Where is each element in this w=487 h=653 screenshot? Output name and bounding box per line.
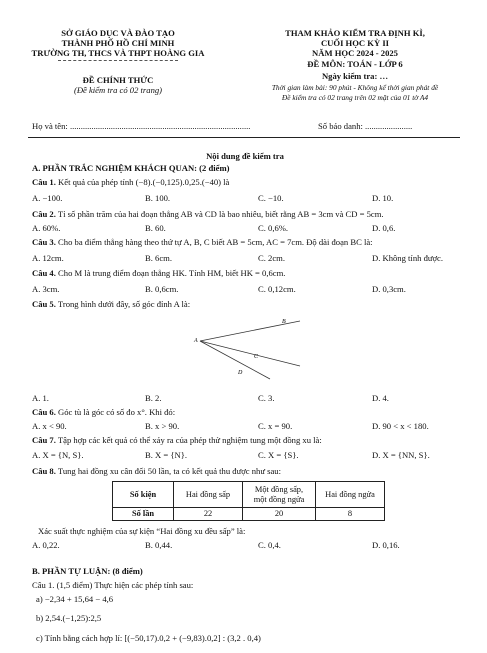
question-number: Câu 7. — [32, 435, 56, 445]
q8-option-c: C. 0,4. — [258, 540, 281, 550]
left-pages-note: (Đề kiểm tra có 02 trang) — [73, 85, 163, 95]
q4-option-d: D. 0,3cm. — [372, 284, 406, 294]
question-3 — [32, 237, 373, 247]
question-text: Góc tù là góc có số đo x°. Khi đó: — [58, 407, 176, 417]
official-label: ĐỀ CHÍNH THỨC — [82, 75, 154, 85]
table-cell: 8 — [316, 508, 385, 521]
question-number: Câu 5. — [32, 299, 56, 309]
label-c: C — [254, 354, 259, 360]
school-year: NĂM HỌC 2024 - 2025 — [312, 48, 398, 58]
essay-part-b: b) 2,54.(−1,25):2,5 — [36, 613, 102, 623]
q8-option-b: B. 0,44. — [145, 540, 173, 550]
q5-option-d: D. 4. — [372, 393, 389, 403]
school-name: TRƯỜNG TH, THCS VÀ THPT HOÀNG GIA — [31, 48, 205, 58]
table-header-cell: Hai đồng sấp — [174, 482, 243, 508]
q3-option-b: B. 6cm. — [145, 253, 172, 263]
q2-option-b: B. 60. — [145, 223, 166, 233]
table-cell: 20 — [243, 508, 316, 521]
label-d: D — [238, 370, 243, 376]
angle-figure — [190, 312, 310, 380]
exam-subject: ĐỀ MÔN: TOÁN - LỚP 6 — [307, 59, 403, 69]
q8-option-a: A. 0,22. — [32, 540, 60, 550]
exam-term: CUỐI HỌC KỲ II — [320, 38, 390, 48]
label-a: A — [194, 338, 198, 344]
question-number: Câu 2. — [32, 209, 56, 219]
q7-option-c: C. X = {S}. — [258, 450, 299, 460]
table-cell: 22 — [174, 508, 243, 521]
question-text: Cho M là trung điểm đoạn thẳng HK. Tính HM, biết HK = 0,6cm. — [58, 268, 286, 278]
essay-part-c: c) Tính bằng cách hợp lí: [(−50,17).0,2 + (−9,83).0,2] : (3,2 . 0,4) — [36, 633, 261, 643]
question-number: Câu 4. — [32, 268, 56, 278]
label-b: B — [282, 319, 286, 325]
question-number: Câu 8. — [32, 466, 56, 476]
q8-followup: Xác suất thực nghiệm của sự kiện “Hai đồng xu đều sấp” là: — [38, 526, 246, 536]
header-left-divider — [58, 60, 178, 61]
question-text: Kết quả của phép tính (−8).(−0,125).0,25.(−40) là — [58, 177, 230, 187]
ray-ac — [200, 341, 300, 366]
table-row-label: Số lần — [113, 508, 174, 521]
table-header-line: Một đồng sấp, — [254, 485, 304, 494]
question-text: Trong hình dưới đây, số góc đỉnh A là: — [57, 299, 191, 309]
essay-part-a: a) −2,34 + 15,64 − 4,6 — [36, 594, 114, 604]
exam-date: Ngày kiểm tra: … — [321, 71, 389, 81]
table-header-label: Số kiện — [113, 482, 174, 508]
question-number: Câu 6. — [32, 407, 56, 417]
q8-option-d: D. 0,16. — [372, 540, 400, 550]
q1-option-b: B. 100. — [145, 193, 171, 203]
table-header-line: một đồng ngửa — [253, 494, 305, 504]
department: SỞ GIÁO DỤC VÀ ĐÀO TẠO — [61, 28, 175, 38]
q2-option-c: C. 0,6%. — [258, 223, 289, 233]
question-5 — [32, 299, 190, 309]
q2-option-d: D. 0,6. — [372, 223, 396, 233]
student-id-field: Số báo danh: ...................... — [318, 121, 413, 131]
q7-option-a: A. X = {N, S}. — [32, 450, 84, 460]
table-header-cell — [243, 482, 316, 508]
q1-option-a: A. −100. — [32, 193, 63, 203]
q3-option-a: A. 12cm. — [32, 253, 64, 263]
exam-title: THAM KHẢO KIỂM TRA ĐỊNH KÌ, — [285, 28, 425, 38]
section-b-heading: B. PHẦN TỰ LUẬN: (8 điểm) — [32, 566, 143, 576]
question-number: Câu 1. — [32, 177, 56, 187]
q2-option-a: A. 60%. — [32, 223, 61, 233]
q5-option-b: B. 2. — [145, 393, 162, 403]
city: THÀNH PHỐ HỒ CHÍ MINH — [61, 38, 175, 48]
q5-option-c: C. 3. — [258, 393, 275, 403]
question-text: Tung hai đồng xu cân đối 50 lần, ta có kết quả thu được như sau: — [57, 466, 281, 476]
question-6 — [32, 407, 175, 417]
table-header-row — [113, 482, 385, 508]
q6-option-a: A. x < 90. — [32, 421, 67, 431]
essay-question-1: Câu 1. (1,5 điểm) Thực hiện các phép tính sau: — [32, 580, 194, 590]
q5-option-a: A. 1. — [32, 393, 49, 403]
q4-option-c: C. 0,12cm. — [258, 284, 296, 294]
q6-option-c: C. x = 90. — [258, 421, 293, 431]
table-header-cell: Hai đồng ngửa — [316, 482, 385, 508]
ray-ad — [200, 341, 270, 379]
q4-option-a: A. 3cm. — [32, 284, 60, 294]
q3-option-d: D. Không tính được. — [372, 253, 444, 263]
q3-option-c: C. 2cm. — [258, 253, 285, 263]
question-text: Tỉ số phần trăm của hai đoạn thẳng AB và CD là bao nhiêu, biết rằng AB = 3cm và CD = 5cm. — [57, 209, 384, 219]
q6-option-b: B. x > 90. — [145, 421, 180, 431]
q1-option-d: D. 10. — [372, 193, 394, 203]
q7-option-b: B. X = {N}. — [145, 450, 187, 460]
right-pages-note: Đề kiểm tra có 02 trang trên 02 mặt của 01 tờ A4 — [281, 93, 429, 102]
question-text: Tập hợp các kết quả có thể xảy ra của phép thử nghiệm tung một đồng xu là: — [57, 435, 322, 445]
student-name-field: Họ và tên: .................................................................................... — [32, 121, 251, 131]
q4-option-b: B. 0,6cm. — [145, 284, 179, 294]
q6-option-d: D. 90 < x < 180. — [372, 421, 429, 431]
q1-option-c: C. −10. — [258, 193, 284, 203]
question-1 — [32, 177, 229, 187]
question-2 — [32, 209, 384, 219]
table-row — [113, 508, 385, 521]
question-4 — [32, 268, 285, 278]
header-separator — [28, 137, 460, 138]
question-text: Cho ba điểm thẳng hàng theo thứ tự A, B, C biết AB = 5cm, AC = 7cm. Độ dài đoạn BC là: — [58, 237, 373, 247]
coin-results-table — [112, 481, 385, 521]
section-a-heading: A. PHẦN TRẮC NGHIỆM KHÁCH QUAN: (2 điểm) — [32, 163, 230, 173]
time-note: Thời gian làm bài: 90 phút - Không kể thời gian phát đề — [271, 83, 439, 92]
question-number: Câu 3. — [32, 237, 56, 247]
question-8 — [32, 466, 281, 476]
question-7 — [32, 435, 322, 445]
content-title: Nội dung đề kiểm tra — [206, 151, 284, 161]
q7-option-d: D. X = {NN, S}. — [372, 450, 430, 460]
